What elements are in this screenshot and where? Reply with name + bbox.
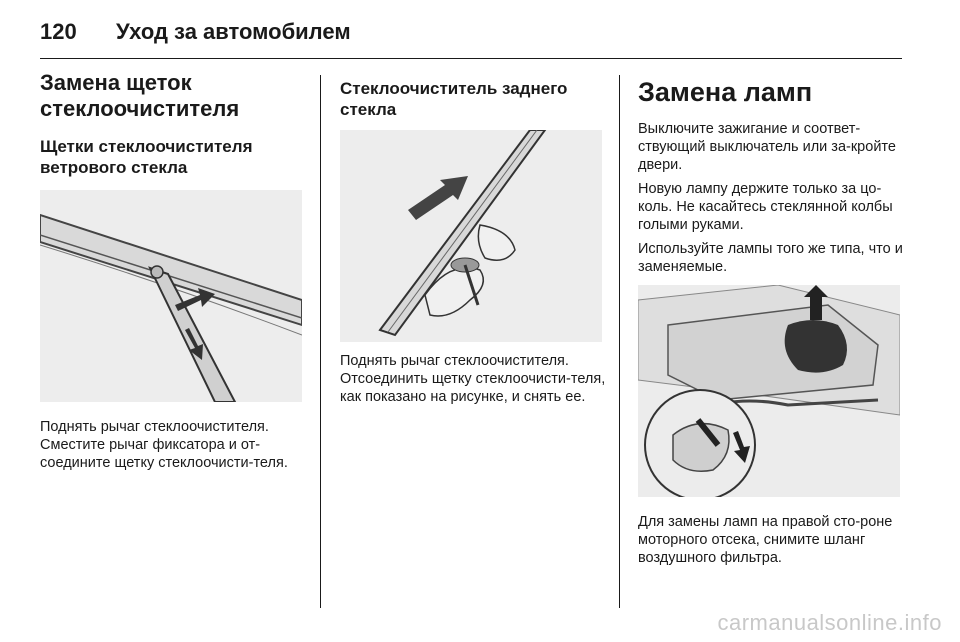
column-divider <box>320 75 321 608</box>
column-divider <box>619 75 620 608</box>
windscreen-wiper-subheading: Щетки стеклоочистителя ветрового стекла <box>40 137 253 177</box>
paragraph-hold-base: Новую лампу держите только за цо-коль. Не касайтесь стеклянной колбы голыми руками. <box>638 181 893 233</box>
wiper-heading: Замена щеток стеклоочистителя <box>40 70 240 121</box>
column-2-caption <box>340 352 610 406</box>
rear-wiper-heading: Стеклоочиститель заднего стекла <box>340 79 568 119</box>
watermark: carmanualsonline.info <box>717 610 942 635</box>
rear-wiper-figure <box>340 130 602 342</box>
paragraph-ignition: Выключите зажигание и соответ-ствующий выключатель или за-кройте двери. <box>638 121 896 173</box>
page-number: 120 <box>40 19 77 44</box>
column-1 <box>40 70 310 178</box>
header-rule <box>40 58 902 59</box>
windscreen-wiper-illustration <box>40 190 302 402</box>
column-3 <box>638 76 908 276</box>
engine-bay-illustration <box>638 285 900 497</box>
page-header <box>40 14 351 50</box>
rear-wiper-illustration <box>340 130 602 342</box>
paragraph-same-type: Используйте лампы того же типа, что и заменяемые. <box>638 241 903 275</box>
rear-wiper-caption: Поднять рычаг стеклоочистителя. Отсоединить щетку стеклоочисти-теля, как показано на рисунке, и снять ее. <box>340 353 606 405</box>
column-3-caption <box>638 513 908 567</box>
bulb-replacement-heading: Замена ламп <box>638 77 813 107</box>
engine-bay-caption: Для замены ламп на правой сто-роне моторного отсека, снимите шланг воздушного фильтра. <box>638 514 893 566</box>
windscreen-wiper-figure <box>40 190 302 402</box>
engine-bay-figure <box>638 285 900 497</box>
column-1-caption <box>40 418 310 472</box>
section-title: Уход за автомобилем <box>116 19 351 44</box>
windscreen-wiper-caption: Поднять рычаг стеклоочистителя. Сместите рычаг фиксатора и от-соедините щетку стеклоочисти-теля. <box>40 419 288 471</box>
column-2 <box>340 78 605 120</box>
